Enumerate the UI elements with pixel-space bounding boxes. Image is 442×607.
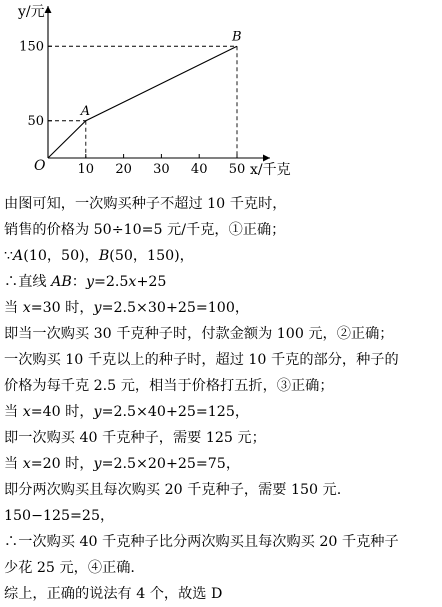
solution-line: 即一次购买 40 千克种子，需要 125 元； bbox=[4, 430, 266, 446]
solution-line: 由图可知，一次购买种子不超过 10 千克时， bbox=[4, 196, 287, 212]
x-tick-label: 10 bbox=[77, 162, 95, 177]
solution-line bbox=[4, 243, 440, 269]
point-label-a: A bbox=[80, 103, 91, 119]
point-label-b: B bbox=[232, 29, 242, 45]
text: =30 时， bbox=[30, 300, 94, 316]
variable: y bbox=[93, 300, 102, 316]
y-tick-label: 50 bbox=[27, 113, 44, 129]
variable: x bbox=[22, 300, 31, 316]
origin-label: O bbox=[34, 158, 46, 174]
solution-line: 一次购买 10 千克以上的种子时，超过 10 千克的部分，种子的 bbox=[4, 352, 399, 368]
x-tick-label: 40 bbox=[190, 162, 208, 177]
x-axis-label: x/千克 bbox=[250, 162, 291, 178]
text: 当 bbox=[4, 404, 23, 420]
solution-text bbox=[4, 191, 440, 607]
point-name: B bbox=[98, 248, 110, 264]
solution-line: 少花 25 元，④正确. bbox=[4, 560, 135, 576]
solution-line: 即分两次购买且每次购买 20 千克种子，需要 150 元. bbox=[4, 482, 342, 498]
x-tick-label: 50 bbox=[228, 162, 246, 177]
text: =2.5×20+25=75， bbox=[101, 456, 241, 472]
price-graph bbox=[0, 0, 442, 180]
variable: x bbox=[128, 274, 137, 290]
text: =2.5×40+25=125， bbox=[101, 404, 250, 420]
text: =2.5 bbox=[93, 274, 129, 290]
solution-line bbox=[4, 451, 440, 477]
x-tick-label: 30 bbox=[153, 162, 170, 177]
coordinates: (50，150)， bbox=[109, 248, 194, 264]
solution-line: 即当一次购买 30 千克种子时，付款金额为 100 元，②正确； bbox=[4, 326, 394, 342]
because-symbol: ∵ bbox=[4, 248, 14, 264]
variable: y bbox=[93, 404, 102, 420]
coordinates: (10，50)， bbox=[23, 248, 99, 264]
variable: x bbox=[22, 404, 31, 420]
y-tick-label: 150 bbox=[19, 39, 44, 55]
point-name: A bbox=[13, 248, 24, 264]
price-line bbox=[48, 46, 237, 158]
solution-line: 综上，正确的说法有 4 个，故选 D bbox=[4, 586, 223, 602]
text: ： bbox=[71, 274, 86, 290]
solution-line bbox=[4, 295, 440, 321]
text: +25 bbox=[136, 274, 167, 290]
text: 当 bbox=[4, 456, 23, 472]
solution-line: ∴一次购买 40 千克种子比分两次购买且每次购买 20 千克种子 bbox=[4, 534, 399, 550]
text: =20 时， bbox=[30, 456, 94, 472]
solution-line: 150−125=25， bbox=[4, 508, 115, 524]
variable: y bbox=[93, 456, 102, 472]
x-tick-label: 20 bbox=[115, 162, 132, 177]
variable: y bbox=[85, 274, 94, 290]
solution-line bbox=[4, 399, 440, 425]
line-name: AB bbox=[51, 274, 72, 290]
text: ∴直线 bbox=[4, 274, 52, 290]
text: =2.5×30+25=100， bbox=[101, 300, 250, 316]
variable: x bbox=[22, 456, 31, 472]
solution-line: 销售的价格为 50÷10=5 元/千克，①正确； bbox=[4, 222, 286, 238]
solution-line bbox=[4, 269, 440, 295]
text: =40 时， bbox=[30, 404, 94, 420]
y-axis-label: y/元 bbox=[18, 4, 45, 20]
solution-line: 价格为每千克 2.5 元，相当于价格打五折，③正确； bbox=[4, 378, 334, 394]
text: 当 bbox=[4, 300, 23, 316]
